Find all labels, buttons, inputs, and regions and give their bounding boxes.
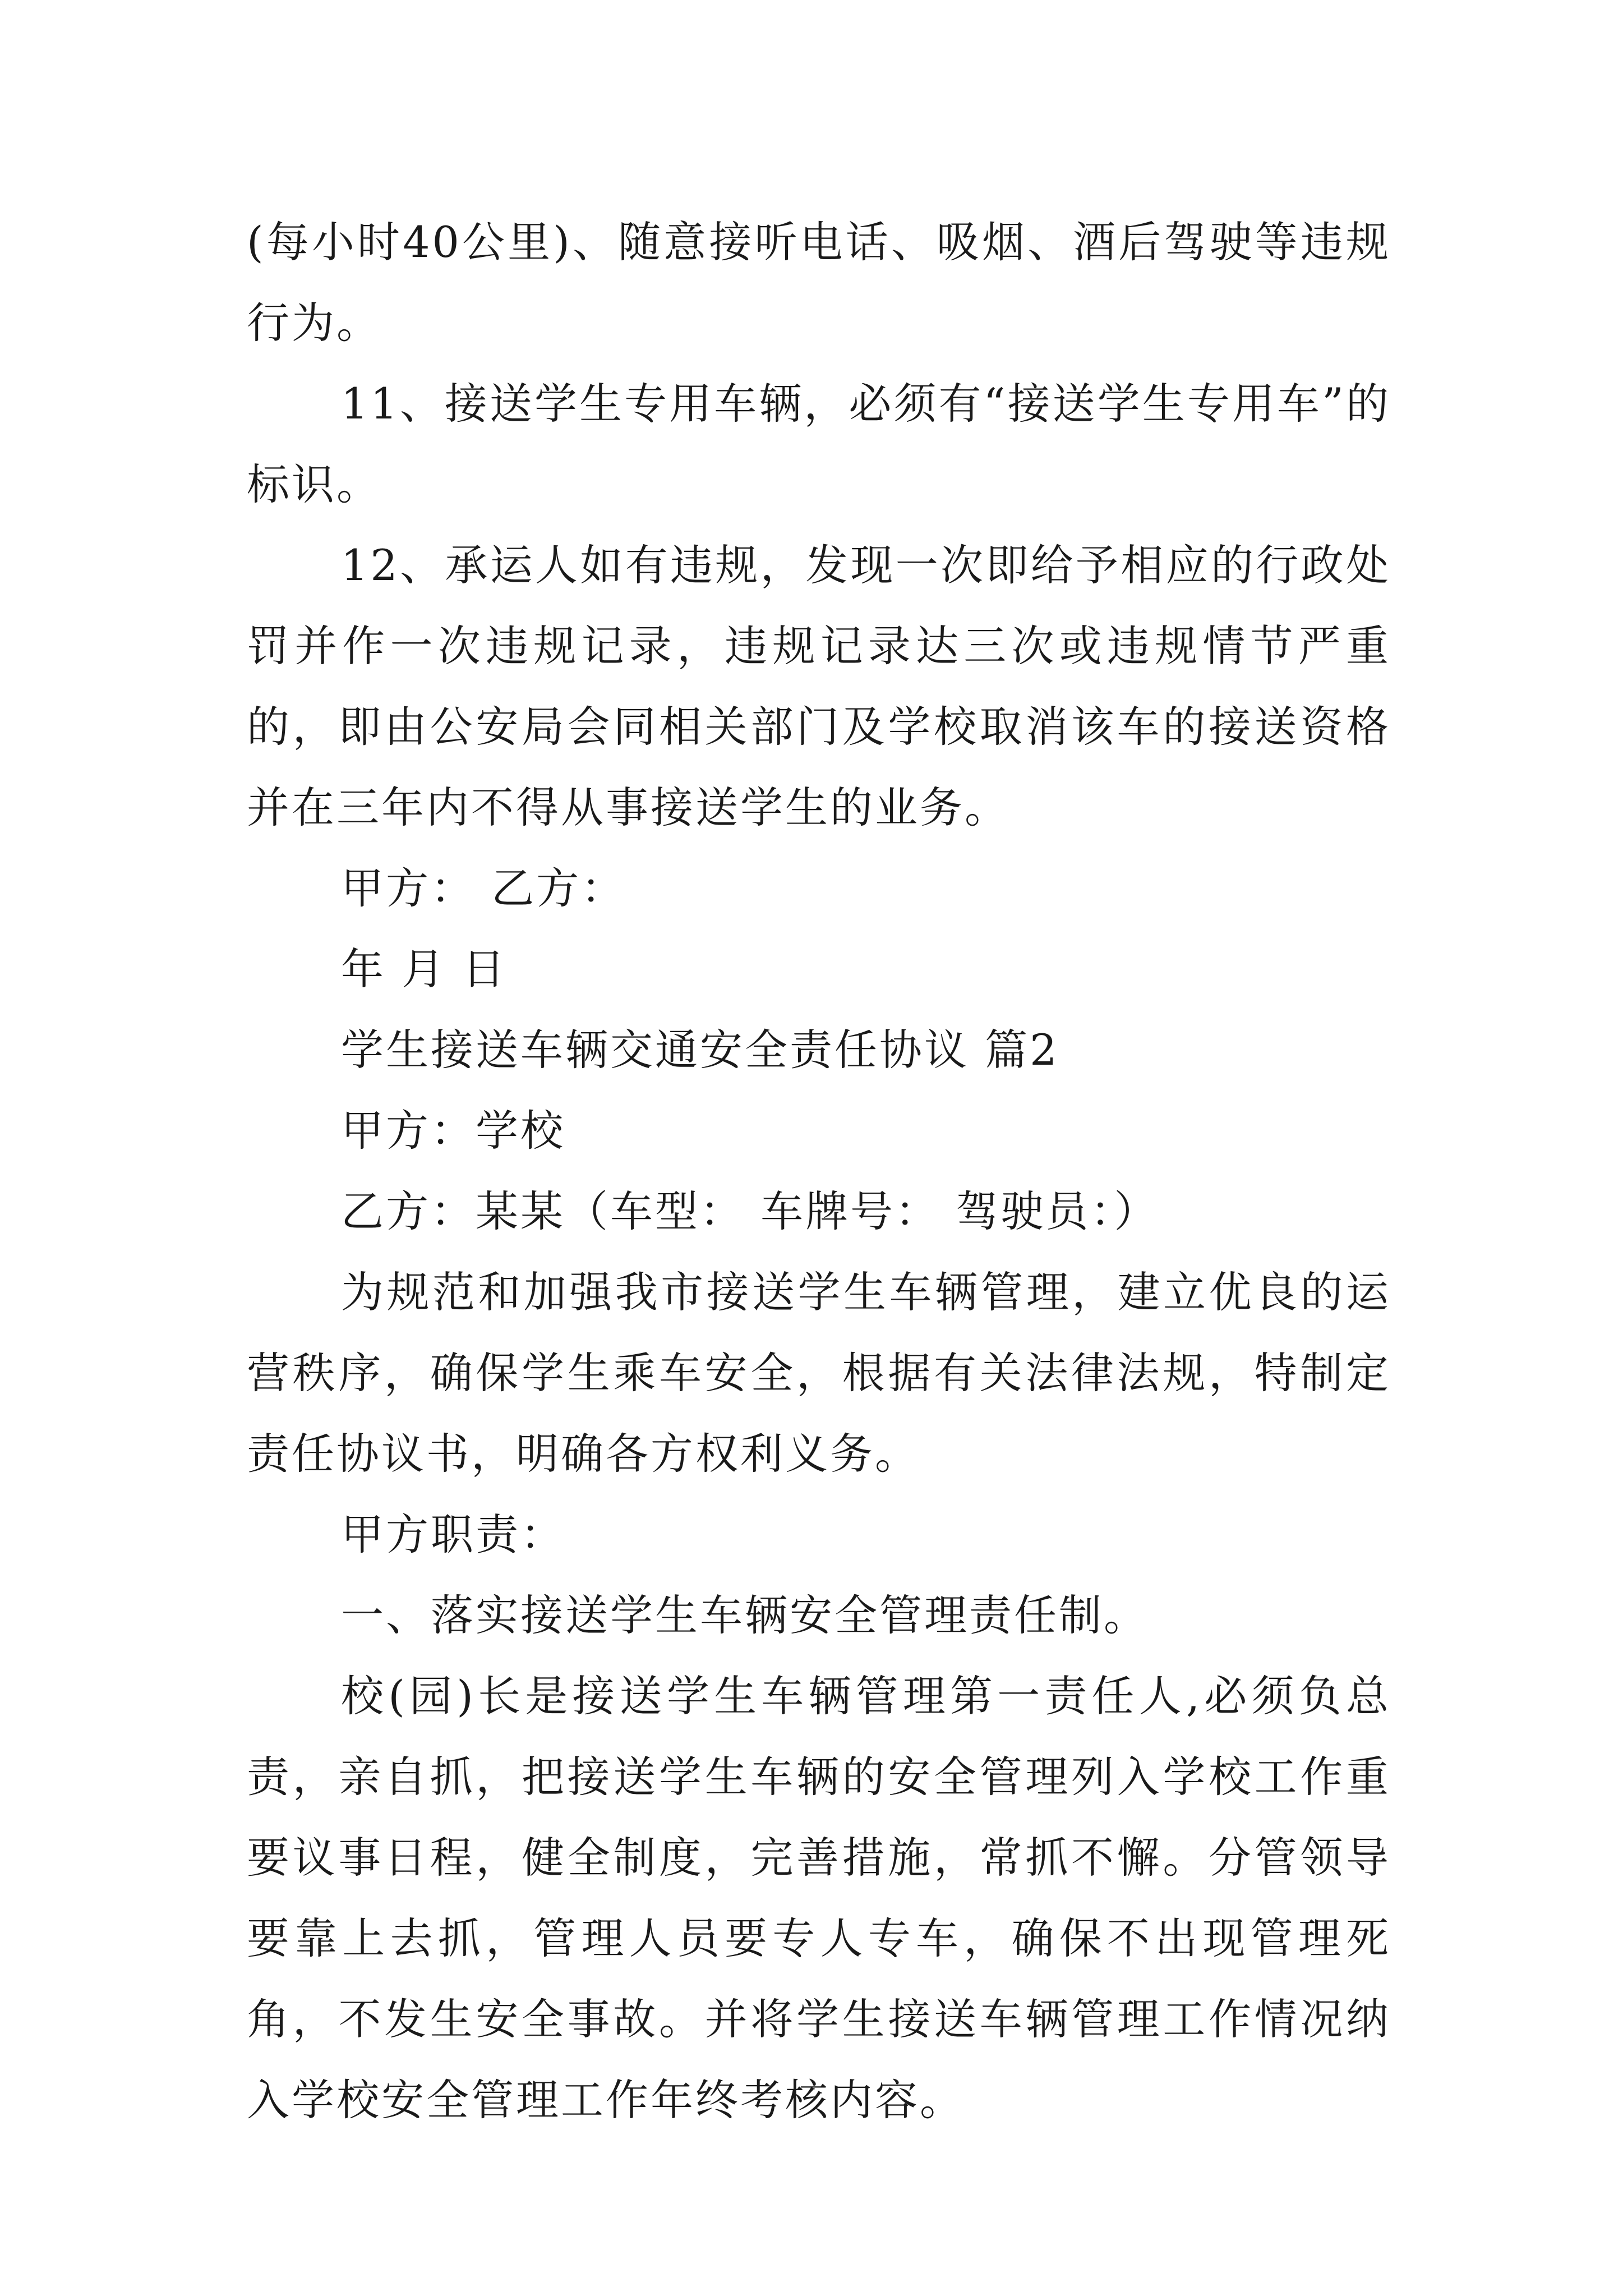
paragraph-purpose: 为规范和加强我市接送学生车辆管理，建立优良的运营秩序，确保学生乘车安全，根据有关法律法规，特制定责任协议书，明确各方权利义务。 — [247, 1267, 1391, 1479]
party-b-line: 乙方：某某（车型： 车牌号： 驾驶员：） — [341, 1186, 1159, 1236]
duty-1-heading: 一、落实接送学生车辆安全管理责任制。 — [341, 1590, 1149, 1640]
paragraph-principal-responsibility: 校(园)长是接送学生车辆管理第一责任人,必须负总责，亲自抓，把接送学生车辆的安全管理列入学校工作重要议事日程，健全制度，完善措施，常抓不懈。分管领导要靠上去抓，管理人员要专人专车，确保不出现管理死角，不发生安全事故。并将学生接送车辆管理工作情况纳入学校安全管理工作年终考核内容。 — [247, 1671, 1391, 2125]
paragraph-clause-11: 11、接送学生专用车辆，必须有“接送学生专用车”的标识。 — [247, 379, 1391, 509]
paragraph-clause-12: 12、承运人如有违规，发现一次即给予相应的行政处罚并作一次违规记录，违规记录达三次或违规情节严重的，即由公安局会同相关部门及学校取消该车的接送资格并在三年内不得从事接送学生的业务。 — [247, 540, 1391, 832]
signature-parties-line: 甲方： 乙方： — [341, 863, 626, 913]
document-body — [247, 202, 1391, 2141]
date-line: 年 月 日 — [341, 944, 508, 994]
agreement-title-part-2: 学生接送车辆交通安全责任协议 篇2 — [341, 1025, 1059, 1075]
paragraph-speed-limit-continuation: (每小时40公里)、随意接听电话、吸烟、酒后驾驶等违规行为。 — [247, 217, 1391, 348]
party-a-duties-heading: 甲方职责： — [341, 1510, 565, 1559]
party-a-line: 甲方：学校 — [341, 1106, 565, 1156]
